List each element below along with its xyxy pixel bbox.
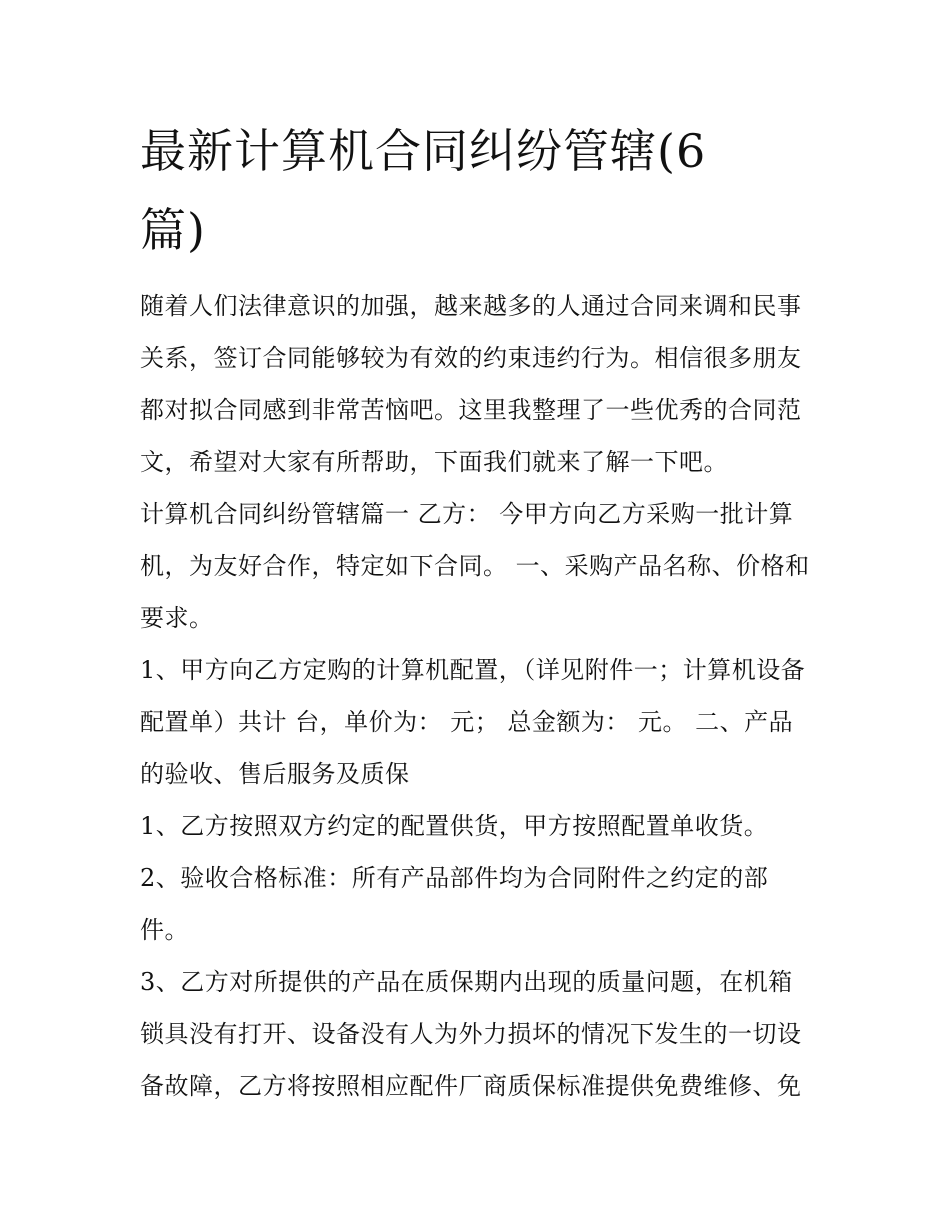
contract-opening-paragraph: 计算机合同纠纷管辖篇一 乙方： 今甲方向乙方采购一批计算机，为友好合作，特定如下合同。 一、采购产品名称、价格和要求。 — [140, 500, 810, 632]
clause-2-acceptance-paragraph: 2、验收合格标准：所有产品部件均为合同附件之约定的部件。 — [140, 864, 769, 944]
document-title: 最新计算机合同纠纷管辖(6篇) — [140, 124, 707, 257]
clause-3-warranty-paragraph: 3、乙方对所提供的产品在质保期内出现的质量问题，在机箱锁具没有打开、设备没有人为外力损坏的情况下发生的一切设备故障，乙方将按照相应配件厂商质保标准提供免费维修、免 — [140, 968, 802, 1100]
document-page — [140, 112, 812, 1112]
clause-1-configuration-paragraph: 1、甲方向乙方定购的计算机配置，（详见附件一；计算机设备配置单）共计 台，单价为： 元； 总金额为： 元。 二、产品的验收、售后服务及质保 — [140, 656, 806, 788]
intro-paragraph: 随着人们法律意识的加强，越来越多的人通过合同来调和民事关系，签订合同能够较为有效的约束违约行为。相信很多朋友都对拟合同感到非常苦恼吧。这里我整理了一些优秀的合同范文，希望对大家有所帮助，下面我们就来了解一下吧。 — [140, 292, 802, 476]
clause-1-delivery-paragraph: 1、乙方按照双方约定的配置供货，甲方按照配置单收货。 — [140, 812, 769, 840]
